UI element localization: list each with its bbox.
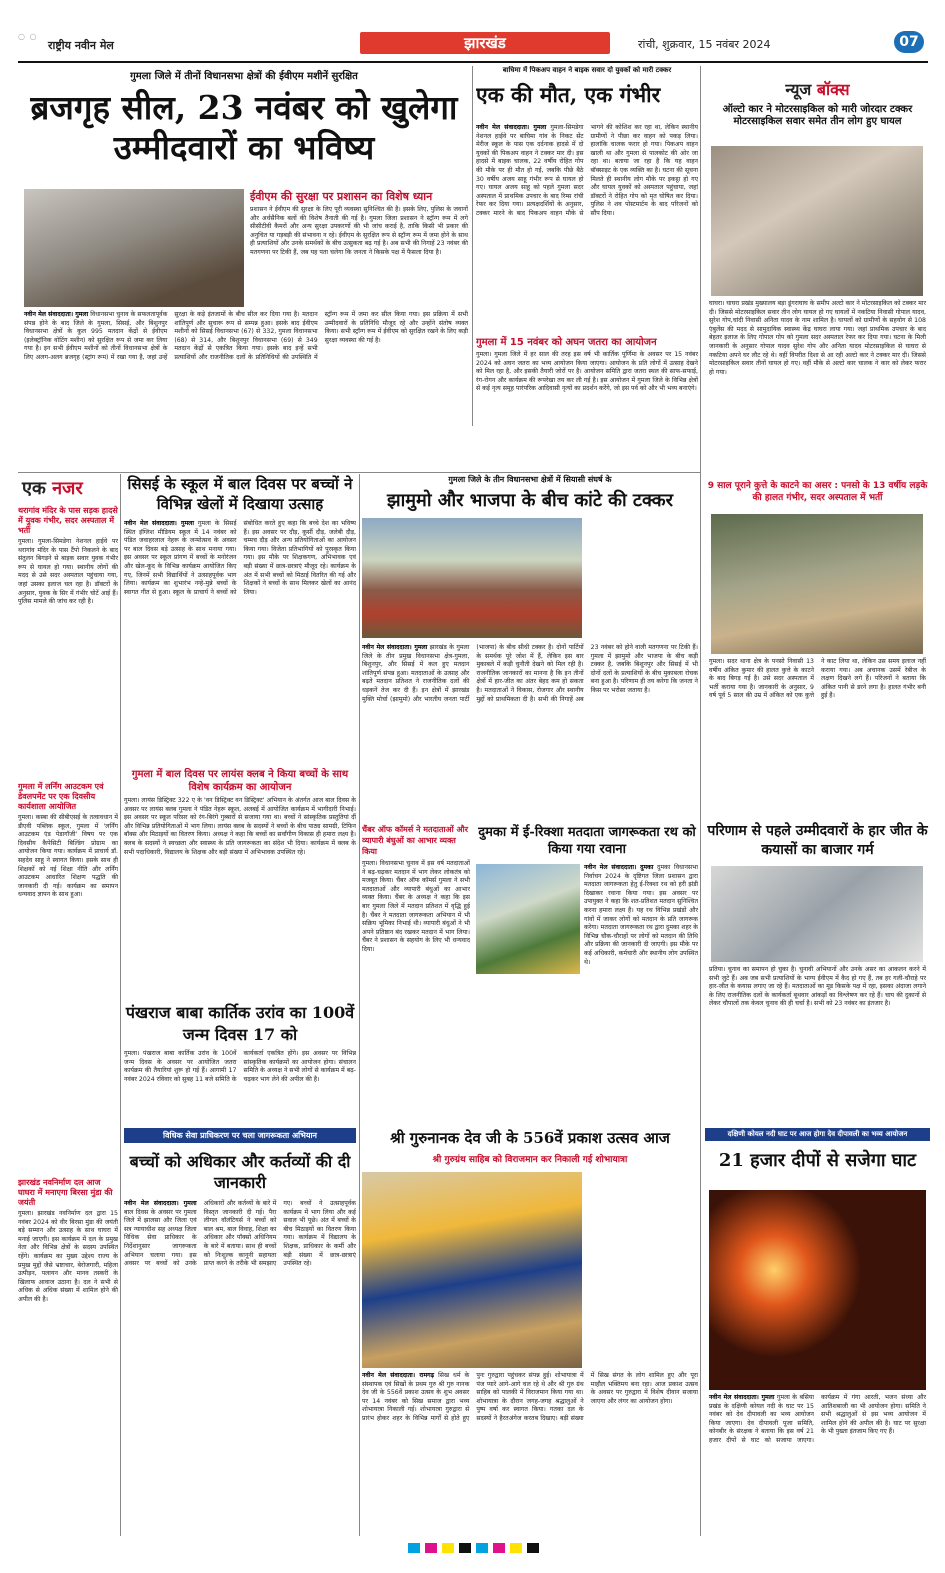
masthead: [18, 28, 928, 62]
article-headline: गुमला में बाल दिवस पर लायंस क्लब ने किया बच्चों के साथ विशेष कार्यक्रम का आयोजन: [131, 769, 349, 793]
brief-headline: गुमला में लर्निंग आउटकम एवं डेवलपमेंट पर एक दिवसीय कार्यशाला आयोजित: [18, 782, 104, 811]
article-headline: ब्रजगृह सील, 23 नवंबर को खुलेगा उम्मीदवारों का भविष्य: [30, 88, 458, 167]
byline: नवीन मेल संवाददाता। गुमला: [124, 520, 194, 527]
article-body-text: सिख धर्म के संस्थापक एवं सिखों के प्रथम गुरु श्री गुरु नानक देव जी के 556वें प्रकाश उत्सव के शुभ अवसर पर 14 नवंबर को सिख समाज द्वारा भव्य शोभायात्रा निकाली गई। शोभायात्रा गुरुद्वारा से प्रारंभ होकर शहर के विभिन्न मार्गों से होते हुए पुनः गुरुद्वारा पहुंचकर संपन्न हुई। शोभायात्रा में पंज प्यारे आगे-आगे चल रहे थे और श्री गुरु ग्रंथ साहिब को पालकी में विराजमान किया गया था। शोभायात्रा के दौरान जगह-जगह श्रद्धालुओं ने पुष्प वर्षा कर स्वागत किया। गतका दल के सदस्यों ने हैरतअंगेज करतब दिखाए। बड़ी संख्या में सिख संगत के लोग शामिल हुए और पूरा माहौल भक्तिमय बना रहा। आज प्रकाश उत्सव के अवसर पर गुरुद्वारा में विशेष दीवान सजाया जाएगा और लंगर का आयोजन होगा।: [362, 1372, 698, 1422]
article-dumka-rath: [476, 824, 698, 1124]
article-body: [362, 644, 698, 818]
brief-body: गुमला। गुमला-सिमडेगा नेशनल हाईवे पर थरागांव मंदिर के पास टैंपो निकलने के बाद संतुलन बिगड़ने से बाइक सवार युवक गंभीर रूप से घायल हो गया। स्थानीय लोगों की मदद से उसे सदर अस्पताल पहुंचाया गया, जहां उसका इलाज चल रहा है। डॉक्टरों के अनुसार, युवक के सिर में गंभीर चोटें आई हैं। पुलिस मामले की जांच कर रही है।: [18, 538, 118, 606]
news-box-title: [705, 66, 930, 100]
article-kicker: विधिक सेवा प्राधिकरण पर चला जागरूकता अभियान: [124, 1128, 356, 1143]
page-number: 07: [894, 31, 924, 53]
article-jmm-bjp: [362, 474, 698, 820]
article-evm: [18, 66, 470, 472]
byline: नवीन मेल संवाददाता। गुमला: [124, 1200, 197, 1207]
swatch-black: [527, 1543, 539, 1553]
article-aghan-jatra: [476, 334, 698, 420]
news-box-title-1: न्यूज: [785, 80, 812, 99]
article-body-text: गुमला के बसिया प्रखंड के दक्षिणी कोयल नदी के घाट पर 15 नवंबर को देव दीपावली का भव्य आयोजन किया जाएगा। देव दीपावली पूजा समिति, कोनबीर के संरक्षक ने बताया कि इस वर्ष 21 हजार दीपों से घाट को सजाया जाएगा। कार्यक्रम में गंगा आरती, भजन संध्या और आतिशबाजी का भी आयोजन होगा। समिति ने सभी श्रद्धालुओं से इस भव्य आयोजन में शामिल होने की अपील की है। घाट पर सुरक्षा के भी पुख्ता इंतजाम किए गए हैं।: [709, 1394, 926, 1444]
photo-accident: [711, 146, 923, 296]
photo-diyas: [709, 1190, 926, 1390]
article-body-intro: प्रशासन ने ईवीएम की सुरक्षा के लिए पूरी व्यवस्था सुनिश्चित की है। इसके लिए, पुलिस के जवानों और अर्धसैनिक बलों की विशेष तैनाती की गई है। गुमला जिला प्रशासन ने स्ट्रॉन्ग रूम में लगे सीसीटीवी कैमरों और अन्य सुरक्षा उपकरणों की भी जांच कराई है, ताकि किसी भी प्रकार की अनुचित या गड़बड़ी की संभावना न रहे। ईवीएम के सुरक्षित रूप से स्ट्रॉन्ग रूम में जमा होने के साथ ही प्रत्याशियों और उनके समर्थकों के बीच उत्सुकता बढ़ गई है। अब सभी की निगाहें 23 नवंबर की मतगणना पर टिकी हैं, जब यह पता चलेगा कि जनता ने किसके पक्ष में फैसला दिया है।: [250, 206, 468, 256]
article-kartik-oraon: [124, 1002, 356, 1126]
article-headline: पंखराज बाबा कार्तिक उरांव का 100वें जन्म दिवस 17 को: [125, 1003, 355, 1044]
article-body: प्रतिया। चुनाव का समापन हो चुका है। चुनावी अभियानों और उनके असर का आकलन करने में सभी जुटे हैं। अब जब सभी प्रत्याशियों के भाग्य ईवीएम में कैद हो गए हैं, तब हर गली-चौराहे पर हार-जीत के कयास लगाए जा रहे हैं। मतदाताओं का मूड किसके पक्ष में रहा, इसका अंदाजा लगाने के लिए राजनीतिक दलों के कार्यकर्ता बूथवार आंकड़ों का विश्लेषण कर रहे हैं। चाय की दुकानों से लेकर चौपालों तक केवल चुनाव की ही चर्चा है। सभी को 23 नवंबर का इंतजार है।: [709, 966, 926, 1008]
print-color-bar: [18, 1540, 928, 1556]
article-kicker: गुमला जिले के तीन विधानसभा क्षेत्रों में सियासी संघर्ष के: [448, 475, 612, 484]
brief-body: गुमला। कस्बा की सीबीएसई के तत्वावधान में डीएवी पब्लिक स्कूल, गुमला में 'लर्निंग आउटकम एंड पेडागॉजी' विषय पर एक दिवसीय कैपेसिटी बिल्डिंग प्रोग्राम का आयोजन किया गया। कार्यक्रम में प्राचार्य डॉ. सहदेव साहू ने स्वागत किया। इसके साथ ही शिक्षकों को नई शिक्षा नीति और लर्निंग आउटकम आधारित शिक्षण पद्धति की जानकारी दी गई। कार्यक्रम का समापन धन्यवाद ज्ञापन के साथ हुआ।: [18, 814, 118, 899]
section-title: झारखंड: [464, 34, 506, 52]
byline: नवीन मेल संवाददाता। गुमला: [362, 644, 428, 651]
article-lions-club: [124, 768, 356, 996]
article-dog-bite: [705, 480, 930, 820]
photo-evm: [711, 866, 923, 962]
article-body: गुमला। लायंस डिस्ट्रिक्ट 322 ए के 'वन डिस्ट्रिक्ट वन डिस्ट्रिक्ट' अभियान के अंतर्गत आज बाल दिवस के अवसर पर लायंस क्लब गुमला ने पंडित नेहरू स्कूल, अलबई में आयोजित कार्यक्रम में भागीदारी निभाई। इस अवसर पर स्कूल परिसर को रंग-बिरंगे गुब्बारों से सजाया गया था। बच्चों ने सांस्कृतिक प्रस्तुतियां दीं और विभिन्न प्रतियोगिताओं में भाग लिया। लायंस क्लब के सदस्यों ने बच्चों के बीच पाठ्य सामग्री, टिफिन बॉक्स और मिठाइयों का वितरण किया। अध्यक्ष ने कहा कि बच्चों का सर्वांगीण विकास ही हमारा लक्ष्य है। क्लब के सदस्यों ने स्वच्छता और स्वास्थ्य के प्रति जागरूकता का संदेश भी दिया। कार्यक्रम में क्लब के सभी पदाधिकारी, विद्यालय के शिक्षक और बड़ी संख्या में अभिभावक उपस्थित रहे।: [124, 797, 356, 856]
photo-e-rickshaw: [476, 864, 580, 974]
article-subhead: ईवीएम की सुरक्षा पर प्रशासन का विशेष ध्यान: [250, 190, 433, 203]
column-divider: [359, 474, 360, 1536]
article-headline: श्री गुरुनानक देव जी के 556वें प्रकाश उत्सव आज: [390, 1129, 670, 1147]
article-body-text: गुमला-सिमडेगा नेशनल हाईवे पर बाघिमा गांव के निकट सेंट मेरीज स्कूल के पास एक दर्दनाक हादसे में दो युवकों की पिकअप वाहन ने टक्कर मार दी। इस हादसे में बाइक चालक, 22 वर्षीय रोहित गोप की मौके पर ही मौत हो गई, जबकि पीछे बैठे 30 वर्षीय अजय साहू गंभीर रूप से घायल हो गए। घायल अजय साहू को पहले गुमला सदर अस्पताल में प्राथमिक उपचार के बाद रिम्स रांची रेफर कर दिया गया। प्रत्यक्षदर्शियों के अनुसार, टक्कर मारने के बाद पिकअप वाहन मौके से भागने की कोशिश कर रहा था, लेकिन स्थानीय ग्रामीणों ने पीछा कर वाहन को पकड़ लिया। हालांकि चालक फरार हो गया। पिकअप वाहन खाली था और गुमला से पालकोट की ओर जा रहा था। बताया जा रहा है कि यह वाहन बॉक्साइट के एक व्यक्ति का है। घटना की सूचना मिलते ही स्थानीय लोग मौके पर इकट्ठा हो गए और घायल युवकों को अस्पताल पहुंचाया, जहां डॉक्टरों ने रोहित गोप को मृत घोषित कर दिया। पुलिस ने शव पोस्टमार्टम के बाद परिजनों को सौंप दिया।: [476, 124, 698, 217]
ek-najar-title-2: नजर: [52, 478, 83, 499]
article-body-text: विधानसभा चुनाव के सफलतापूर्वक संपन्न होने के बाद जिले के गुमला, सिसई, और बिशुनपुर विधानसभा क्षेत्रों के कुल 995 मतदान केंद्रों से ईवीएम (इलेक्ट्रॉनिक वोटिंग मशीन) को सुरक्षित रूप से जमा कर लिया गया है। इन सभी ईवीएम मशीनों को तीनों विधानसभा क्षेत्रों के लिए अलग-अलग ब्रजगृह (स्ट्रांग रूम) में रखा गया है, जहां उन्हें सुरक्षा के कड़े इंतजामों के बीच सील कर दिया गया है। मतदान शांतिपूर्ण और सुचारू रूप से सम्पन्न हुआ। इसके बाद ईवीएम मशीनों को सिसई विधानसभा (67) से 332, गुमला विधानसभा (68) से 314, और बिशुनपुर विधानसभा (69) से 349 मतदान केंद्रों से एकत्रित किया गया। इसके बाद इन्हें सभी प्रत्याशियों और राजनीतिक दलों के प्रतिनिधियों की उपस्थिति में स्ट्रॉन्ग रूम में जमा कर सील किया गया। इस प्रक्रिया में सभी उम्मीदवारों के प्रतिनिधि मौजूद रहे और उन्होंने संतोष व्यक्त किया। सभी स्ट्रॉन्ग रूम में ईवीएम को सुरक्षित रखने के लिए कड़ी सुरक्षा व्यवस्था की गई है।: [24, 311, 468, 361]
article-pickup: [476, 66, 698, 332]
article-body: [476, 124, 698, 330]
ek-najar-title-1: एक: [22, 478, 46, 499]
news-box-title-2: बॉक्स: [816, 80, 850, 99]
article-headline: ऑल्टो कार ने मोटरसाइकिल को मारी जोरदार टक्कर मोटरसाइकिल सवार समेत तीन लोग हुए घायल: [722, 104, 913, 127]
article-headline: बच्चों को अधिकार और कर्तव्यों की दी जानकारी: [129, 1152, 351, 1192]
article-headline: दुमका में ई-रिक्शा मतदाता जागरूकता रथ को किया गया रवाना: [478, 825, 696, 857]
article-body-text: दुमका विधानसभा निर्वाचन 2024 के दृष्टिगत जिला प्रशासन द्वारा मतदाता जागरूकता हेतु ई-रिक्शा रथ को हरी झंडी दिखाकर रवाना किया गया। इस अवसर पर उपायुक्त ने कहा कि शत-प्रतिशत मतदान सुनिश्चित करना हमारा लक्ष्य है। यह रथ विभिन्न प्रखंडों और गांवों में जाकर लोगों को मतदान के प्रति जागरूक करेगा। मतदाता जागरूकता रथ द्वारा दुमका शहर के विभिन्न चौक-चौराहों पर लोगों को मतदान की तिथि और प्रक्रिया की जानकारी दी जाएगी। इस मौके पर कई अधिकारी, कर्मचारी और स्थानीय लोग उपस्थित थे।: [584, 864, 698, 966]
byline: नवीन मेल संवाददाता। रामगढ़: [362, 1372, 435, 1379]
brief-headline: झारखंड नवनिर्माण दल आज घाघरा में मनाएगा बिरसा मुंडा की जयंती: [18, 1178, 113, 1207]
article-guru-nanak: [362, 1128, 698, 1536]
article-dev-deepawali: [705, 1128, 930, 1528]
swatch-cyan: [408, 1543, 420, 1553]
article-headline: चैंबर ऑफ कॉमर्स ने मतदाताओं और व्यापारी बंधुओं का आभार व्यक्त किया: [362, 825, 468, 856]
color-swatches: [18, 1540, 928, 1553]
article-kicker: बाघिमा में पिकअप वाहन ने बाइक सवार दो युवकों को मारी टक्कर: [502, 66, 672, 74]
article-body: घाघरा। घाघरा प्रखंड मुख्यालय बड़ा डूंगराघाघ के समीप अल्टो कार ने मोटरसाइकिल को टक्कर मार दी। जिससे मोटरसाइकिल सवार तीन लोग घायल हो गए घायलों में नकटिया निवासी गोपाल यादव, सुरेश गोप,चांदी निवासी अनिता यादव के नाम शामिल है। घायलों को ग्रामीणों के सहयोग से 108 एंबुलेंस की मदद से सामुदायिक स्वास्थ्य केंद्र घाघरा लाया गया। जहां प्राथमिक उपचार के बाद बेहतर इलाज के लिए गोपाल गोप को गुमला सदर अस्पताल रेफर कर दिया गया। घटना के मिली जानकारी के अनुसार गोपाल यादव सुरेश गोप और अनिता यादव मोटरसाइकिल से घाघरा से नकटिया अपने घर लौट रहे थे। वहीं विपरीत दिशा से आ रही अल्टो कार ने टक्कर मार दी। जिससे मोटरसाइकिल सवार तीनों घायल हो गए। वहीं मौके से अल्टो कार चालक ने कार को लेकर फरार हो गया।: [709, 300, 926, 376]
swatch-yellow: [510, 1543, 522, 1553]
article-headline: एक की मौत, एक गंभीर: [476, 82, 661, 107]
column-divider: [472, 66, 473, 426]
article-body: [24, 311, 468, 469]
swatch-black: [459, 1543, 471, 1553]
article-kicker: गुमला जिले में तीनों विधानसभा क्षेत्रों की ईवीएम मशीनें सुरक्षित: [130, 71, 358, 82]
article-body: गुमला। गुमला जिले में हर साल की तरह इस वर्ष भी कार्तिक पूर्णिमा के अवसर पर 15 नवंबर 2024 को अघन जतरा का भव्य आयोजन किया जाएगा। आयोजन के प्रति लोगों में उत्साह देखने को मिल रहा है, और इसकी तैयारी जोरों पर है। आयोजन समिति द्वारा जतरा स्थल की साफ-सफाई, रंग-रोगन और कार्यक्रम की रूपरेखा तय कर ली गई है। इस आयोजन में गुमला जिले के विभिन्न क्षेत्रों से कई नृत्य समूह पारंपरिक आदिवासी नृत्यों का प्रदर्शन करेंगे, जो इस पर्व को और भी भव्य बनाएंगे।: [476, 351, 698, 393]
photo-dogs: [711, 514, 923, 654]
byline: नवीन मेल संवाददाता। दुमका: [584, 864, 654, 871]
photo-voters-queue: [362, 518, 582, 638]
masthead-rule: [18, 61, 928, 63]
column-divider: [700, 66, 701, 1536]
article-headline: गुमला में 15 नवंबर को अघन जतरा का आयोजन: [476, 337, 657, 348]
article-body: [124, 1200, 356, 1534]
article-chamber-commerce: [362, 824, 470, 1124]
swatch-magenta: [493, 1543, 505, 1553]
article-body: गुमला। पंखराज बाबा कार्तिक उरांव के 100वें जन्म दिवस के अवसर पर आयोजित जतरा कार्यक्रम की तैयारियां शुरू हो गई हैं। आगामी 17 नवंबर 2024 रविवार को सुबह 11 बजे समिति के कार्यकर्ता एकत्रित होंगे। इस अवसर पर विभिन्न सांस्कृतिक कार्यक्रमों का आयोजन होगा। संचालन समिति के अध्यक्ष ने सभी लोगों से कार्यक्रम में बढ़-चढ़कर भाग लेने की अपील की है।: [124, 1050, 356, 1083]
article-body-text: झारखंड के गुमला जिले के तीन प्रमुख विधानसभा क्षेत्र-गुमला, बिशुनपुर, और सिसई में कल हुए मतदान शांतिपूर्ण संपन्न हुआ। मतदाताओं के उत्साह और बढ़ते मतदान प्रतिशत ने राजनीतिक दलों की धड़कनें तेज कर दी हैं। इन क्षेत्रों में झारखंड मुक्ति मोर्चा (झामुमो) और भारतीय जनता पार्टी (भाजपा) के बीच सीधी टक्कर है। दोनों पार्टियों के समर्थक पूरे जोश में हैं, लेकिन इस बार मुकाबले में कड़ी चुनौती देखने को मिल रही है। राजनीतिक जानकारों का मानना है कि इन तीनों क्षेत्रों में हार-जीत का अंतर बेहद कम हो सकता है। मतदाताओं ने विकास, रोजगार और स्थानीय मुद्दों को प्राथमिकता दी है। सभी की निगाहें अब 23 नवंबर को होने वाली मतगणना पर टिकी हैं। गुमला में झामुमो और भाजपा के बीच कड़ी टक्कर है, जबकि बिशुनपुर और सिसई में भी दोनों दलों के प्रत्याशियों के बीच मुकाबला रोचक बना हुआ है। परिणाम ही तय करेगा कि जनता ने किस पर भरोसा जताया है।: [362, 644, 698, 703]
brief-headline: थरागांव मंदिर के पास सड़क हादसे में युवक गंभीर, सदर अस्पताल में भर्ती: [18, 506, 118, 535]
article-headline: झामुमो और भाजपा के बीच कांटे की टक्कर: [387, 490, 673, 511]
photo-procession: [362, 1172, 582, 1368]
ek-najar-title: [18, 474, 118, 502]
byline: नवीन मेल संवाददाता। गुमला: [476, 124, 547, 131]
ek-najar-column: [18, 474, 118, 1536]
article-headline: सिसई के स्कूल में बाल दिवस पर बच्चों ने विभिन्न खेलों में दिखाया उत्साह: [127, 475, 353, 513]
article-body: [709, 1394, 926, 1526]
article-headline: परिणाम से पहले उम्मीदवारों के हार जीत के कयासों का बाजार गर्म: [707, 823, 928, 858]
column-divider: [120, 474, 121, 1536]
article-results-speculation: [705, 822, 930, 1122]
article-body-text: गुमला के सिसई स्थित इंग्लिश मीडियम स्कूल में 14 नवंबर को पंडित जवाहरलाल नेहरू के जन्मोत्सव के अवसर पर बाल दिवस बड़े उत्साह के साथ मनाया गया। इस अवसर पर स्कूल प्रांगण में बच्चों के मनोरंजन और खेल-कूद के विभिन्न कार्यक्रम आयोजित किए गए, जिनमें सभी विद्यार्थियों ने उत्साहपूर्वक भाग लिया। कार्यक्रम का शुभारंभ नन्हे-मुन्ने बच्चों के स्वागत गीत से हुआ। स्कूल के प्राचार्य ने बच्चों को संबोधित करते हुए कहा कि बच्चे देश का भविष्य हैं। इस अवसर पर दौड़, कुर्सी दौड़, जलेबी दौड़, चम्मच दौड़ और अन्य प्रतियोगिताओं का आयोजन किया गया। विजेता प्रतिभागियों को पुरस्कृत किया गया। इस मौके पर शिक्षकगण, अभिभावक एवं बड़ी संख्या में छात्र-छात्राएं मौजूद रहे। कार्यक्रम के अंत में सभी बच्चों को मिठाई वितरित की गई और शिक्षकों ने बच्चों के साथ मिलकर खेलों का आनंद लिया।: [124, 520, 356, 596]
byline: नवीन मेल संवाददाता। गुमला: [24, 311, 89, 318]
article-headline: 9 साल पूराने कुत्ते के काटने का असर : पनसो के 13 वर्षीय लड़के की हालत गंभीर, सदर अस्पताल में भर्ती: [707, 481, 928, 503]
section-banner: [360, 32, 610, 54]
brief-body: गुमला। झारखंड नवनिर्माण दल द्वारा 15 नवंबर 2024 को वीर बिरसा मुंडा की जयंती बड़े सम्मान और उत्साह के साथ घाघरा में मनाई जाएगी। इस कार्यक्रम में दल के प्रमुख नेता और विभिन्न क्षेत्रों के सदस्य उपस्थित रहेंगे। कार्यक्रम का मुख्य उद्देश्य राज्य के प्रमुख मुद्दों जैसे भ्रष्टाचार, बेरोजगारी, महिला उत्पीड़न, पलायन और मानव तस्करी के खिलाफ आवाज उठाना है। दल ने सभी से अधिक से अधिक संख्या में शामिल होने की अपील की है।: [18, 1210, 118, 1303]
masthead-dots-left: ○ ○: [18, 32, 38, 41]
article-sisai-school: [124, 474, 356, 766]
article-body-text: बाल दिवस के अवसर पर गुमला जिले में झालसा और जिला एवं सत्र न्यायाधीश सह अध्यक्ष जिला विधिक सेवा प्राधिकार के निर्देशानुसार जागरूकता अभियान चलाया गया। इस अवसर पर बच्चों को उनके अधिकारों और कर्तव्यों के बारे में विस्तृत जानकारी दी गई। पैरा लीगल वॉलंटियर्स ने बच्चों को बाल श्रम, बाल विवाह, शिक्षा का अधिकार और पॉक्सो अधिनियम के बारे में बताया। साथ ही बच्चों को निःशुल्क कानूनी सहायता प्राप्त करने के तरीके भी समझाए गए। बच्चों ने उत्साहपूर्वक कार्यक्रम में भाग लिया और कई सवाल भी पूछे। अंत में बच्चों के बीच मिठाइयों का वितरण किया गया। कार्यक्रम में विद्यालय के शिक्षक, प्राधिकार के कर्मी और बड़ी संख्या में छात्र-छात्राएं उपस्थित रहे।: [124, 1200, 356, 1268]
row-divider: [18, 472, 700, 473]
photo-strongroom: [24, 189, 244, 307]
dateline: रांची, शुक्रवार, 15 नवंबर 2024: [638, 38, 771, 51]
swatch-magenta: [425, 1543, 437, 1553]
swatch-yellow: [442, 1543, 454, 1553]
article-body: [124, 520, 356, 764]
article-legal-awareness: [124, 1128, 356, 1536]
article-kicker: दक्षिणी कोयल नदी घाट पर आज होगा देव दीपावली का भव्य आयोजन: [705, 1128, 930, 1141]
article-subhead: श्री गुरुग्रंथ साहिब को विराजमान कर निकाली गई शोभायात्रा: [432, 1155, 628, 1165]
byline: नवीन मेल संवाददाता। गुमला: [709, 1394, 775, 1401]
brand-name: राष्ट्रीय नवीन मेल: [48, 39, 114, 52]
swatch-cyan: [476, 1543, 488, 1553]
article-body: [584, 864, 698, 1120]
article-headline: 21 हजार दीपों से सजेगा घाट: [718, 1150, 917, 1171]
article-body: [362, 1372, 698, 1534]
news-box: [705, 66, 930, 476]
article-body: गुमला। सदर थाना क्षेत्र के पनसो निवासी 13 वर्षीय अंकित कुमार की हालत कुत्ते के काटने के बाद बिगड़ गई है। उसे सदर अस्पताल में भर्ती कराया गया है। जानकारी के अनुसार, 9 वर्ष पूर्व 5 साल की उम्र में अंकित को एक कुत्ते ने काट लिया था, लेकिन उस समय इलाज नहीं कराया गया। अब अचानक उसमें रेबीज के लक्षण दिखने लगे हैं। परिजनों ने बताया कि अंकित पानी से डरने लगा है। हालत गंभीर बनी हुई है।: [709, 658, 926, 700]
article-body: गुमला। विधानसभा चुनाव में इस वर्ष मतदाताओं ने बढ़-चढ़कर मतदान में भाग लेकर लोकतंत्र को मजबूत किया। चैंबर ऑफ कॉमर्स गुमला ने सभी मतदाताओं और व्यापारी बंधुओं का आभार व्यक्त किया। चैंबर के अध्यक्ष ने कहा कि इस बार गुमला जिले में मतदान प्रतिशत में वृद्धि हुई है। चैंबर ने मतदाता जागरूकता अभियान में भी सक्रिय भूमिका निभाई थी। व्यापारी बंधुओं ने भी अपने प्रतिष्ठान बंद रखकर मतदान में भाग लिया। चैंबर ने प्रशासन के सहयोग के लिए भी धन्यवाद दिया।: [362, 860, 470, 953]
